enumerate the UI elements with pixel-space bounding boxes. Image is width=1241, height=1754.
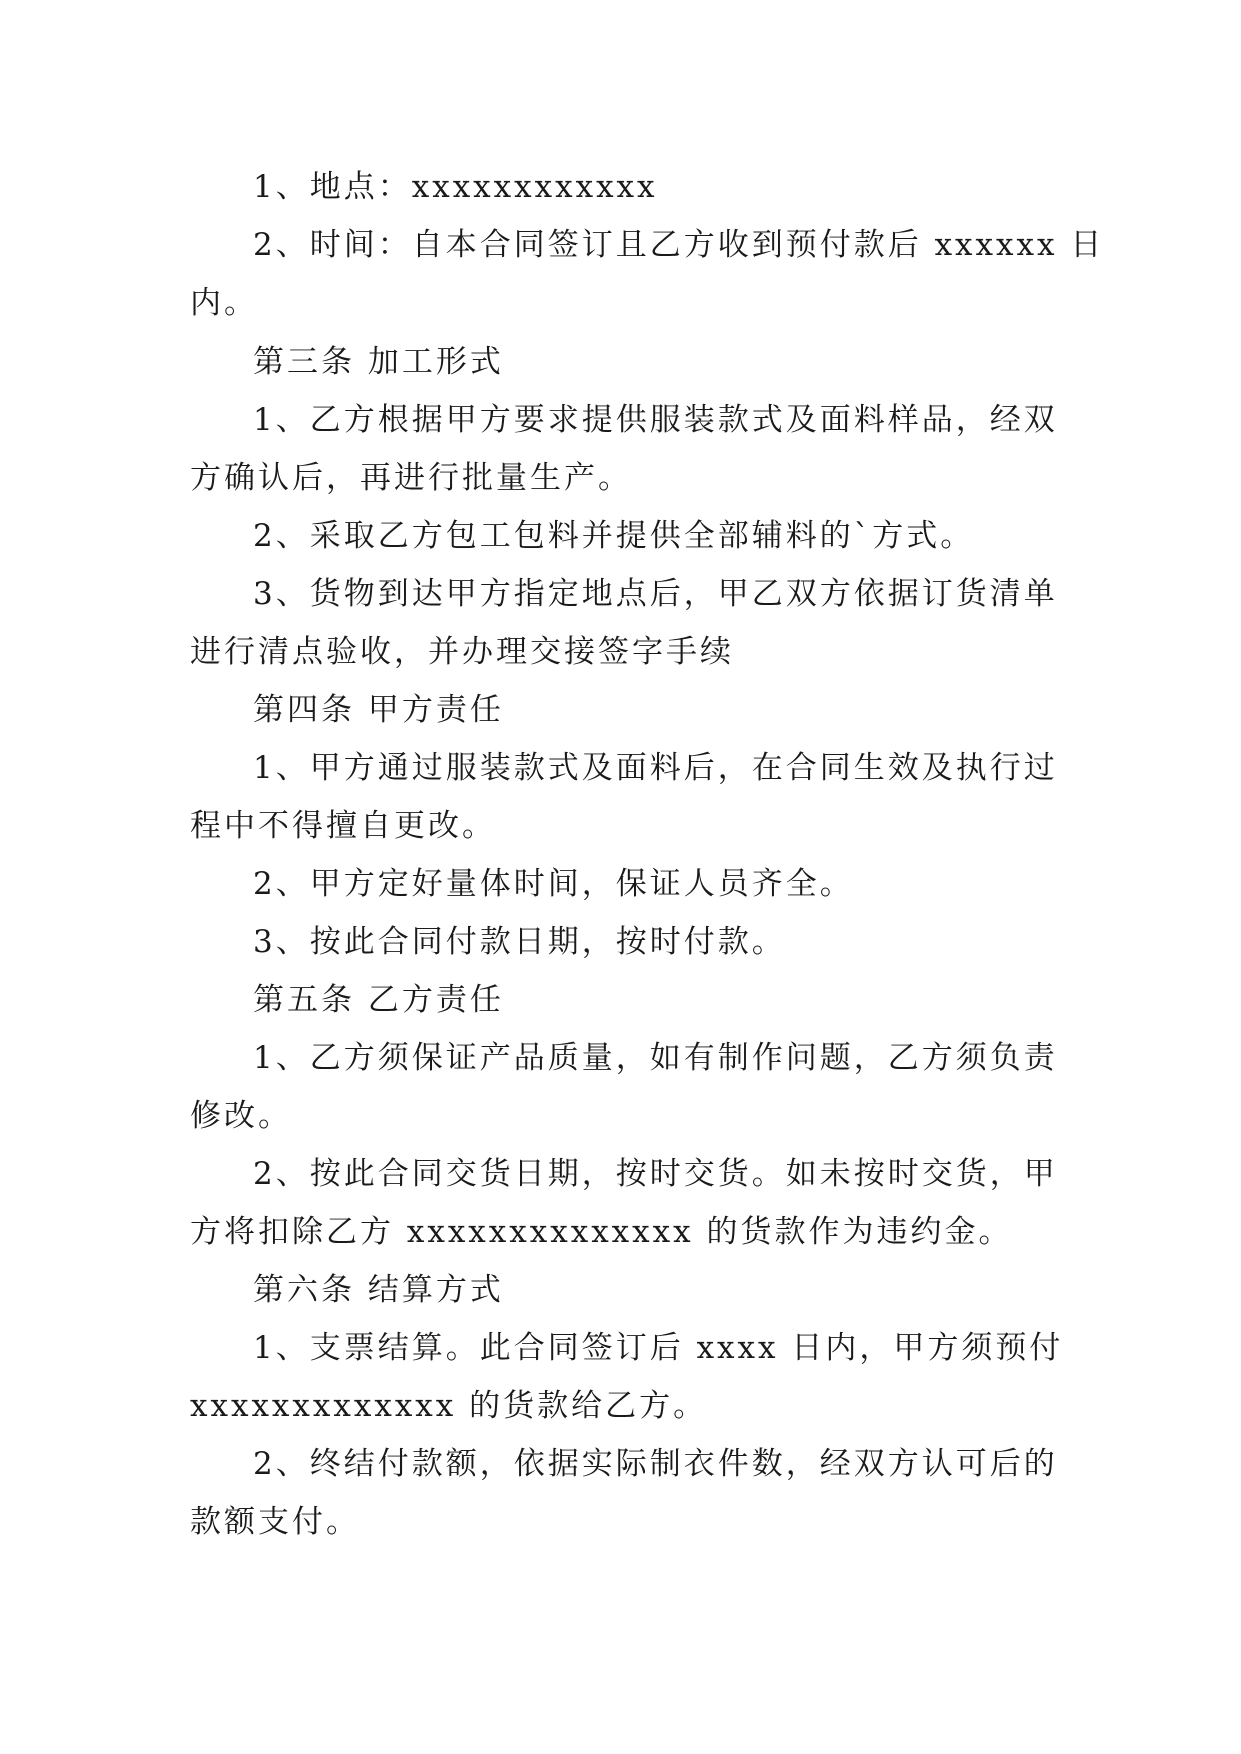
article-6-item-2-line-2: 款额支付。	[190, 1504, 360, 1540]
clause-2-item-2-line-1: 2、时间：自本合同签订且乙方收到预付款后 xxxxxx 日	[253, 227, 1105, 263]
article-4-heading: 第四条 甲方责任	[253, 692, 504, 728]
article-3-item-1-line-2: 方确认后，再进行批量生产。	[190, 460, 632, 496]
clause-2-item-1: 1、地点：xxxxxxxxxxxx	[253, 169, 658, 205]
clause-2-item-2-line-2: 内。	[190, 285, 258, 321]
article-3-item-3-line-2: 进行清点验收，并办理交接签字手续	[190, 634, 734, 670]
article-6-item-2-line-1: 2、终结付款额，依据实际制衣件数，经双方认可后的	[253, 1446, 1058, 1482]
article-4-item-3: 3、按此合同付款日期，按时付款。	[253, 924, 786, 960]
article-5-item-2-line-2: 方将扣除乙方 xxxxxxxxxxxxxx 的货款作为违约金。	[190, 1214, 1013, 1250]
article-5-heading: 第五条 乙方责任	[253, 982, 504, 1018]
article-6-heading: 第六条 结算方式	[253, 1272, 504, 1308]
article-4-item-2: 2、甲方定好量体时间，保证人员齐全。	[253, 866, 854, 902]
article-3-item-1-line-1: 1、乙方根据甲方要求提供服装款式及面料样品，经双	[253, 402, 1058, 438]
article-4-item-1-line-2: 程中不得擅自更改。	[190, 808, 496, 844]
article-5-item-1-line-1: 1、乙方须保证产品质量，如有制作问题，乙方须负责	[253, 1040, 1058, 1076]
article-5-item-1-line-2: 修改。	[190, 1098, 292, 1134]
article-5-item-2-line-1: 2、按此合同交货日期，按时交货。如未按时交货，甲	[253, 1156, 1058, 1192]
article-6-item-1-line-2: xxxxxxxxxxxxx 的货款给乙方。	[190, 1388, 708, 1424]
article-3-item-3-line-1: 3、货物到达甲方指定地点后，甲乙双方依据订货清单	[253, 576, 1058, 612]
article-4-item-1-line-1: 1、甲方通过服装款式及面料后，在合同生效及执行过	[253, 750, 1058, 786]
article-6-item-1-line-1: 1、支票结算。此合同签订后 xxxx 日内，甲方须预付	[253, 1330, 1064, 1366]
article-3-item-2: 2、采取乙方包工包料并提供全部辅料的`方式。	[253, 518, 975, 554]
article-3-heading: 第三条 加工形式	[253, 344, 504, 380]
